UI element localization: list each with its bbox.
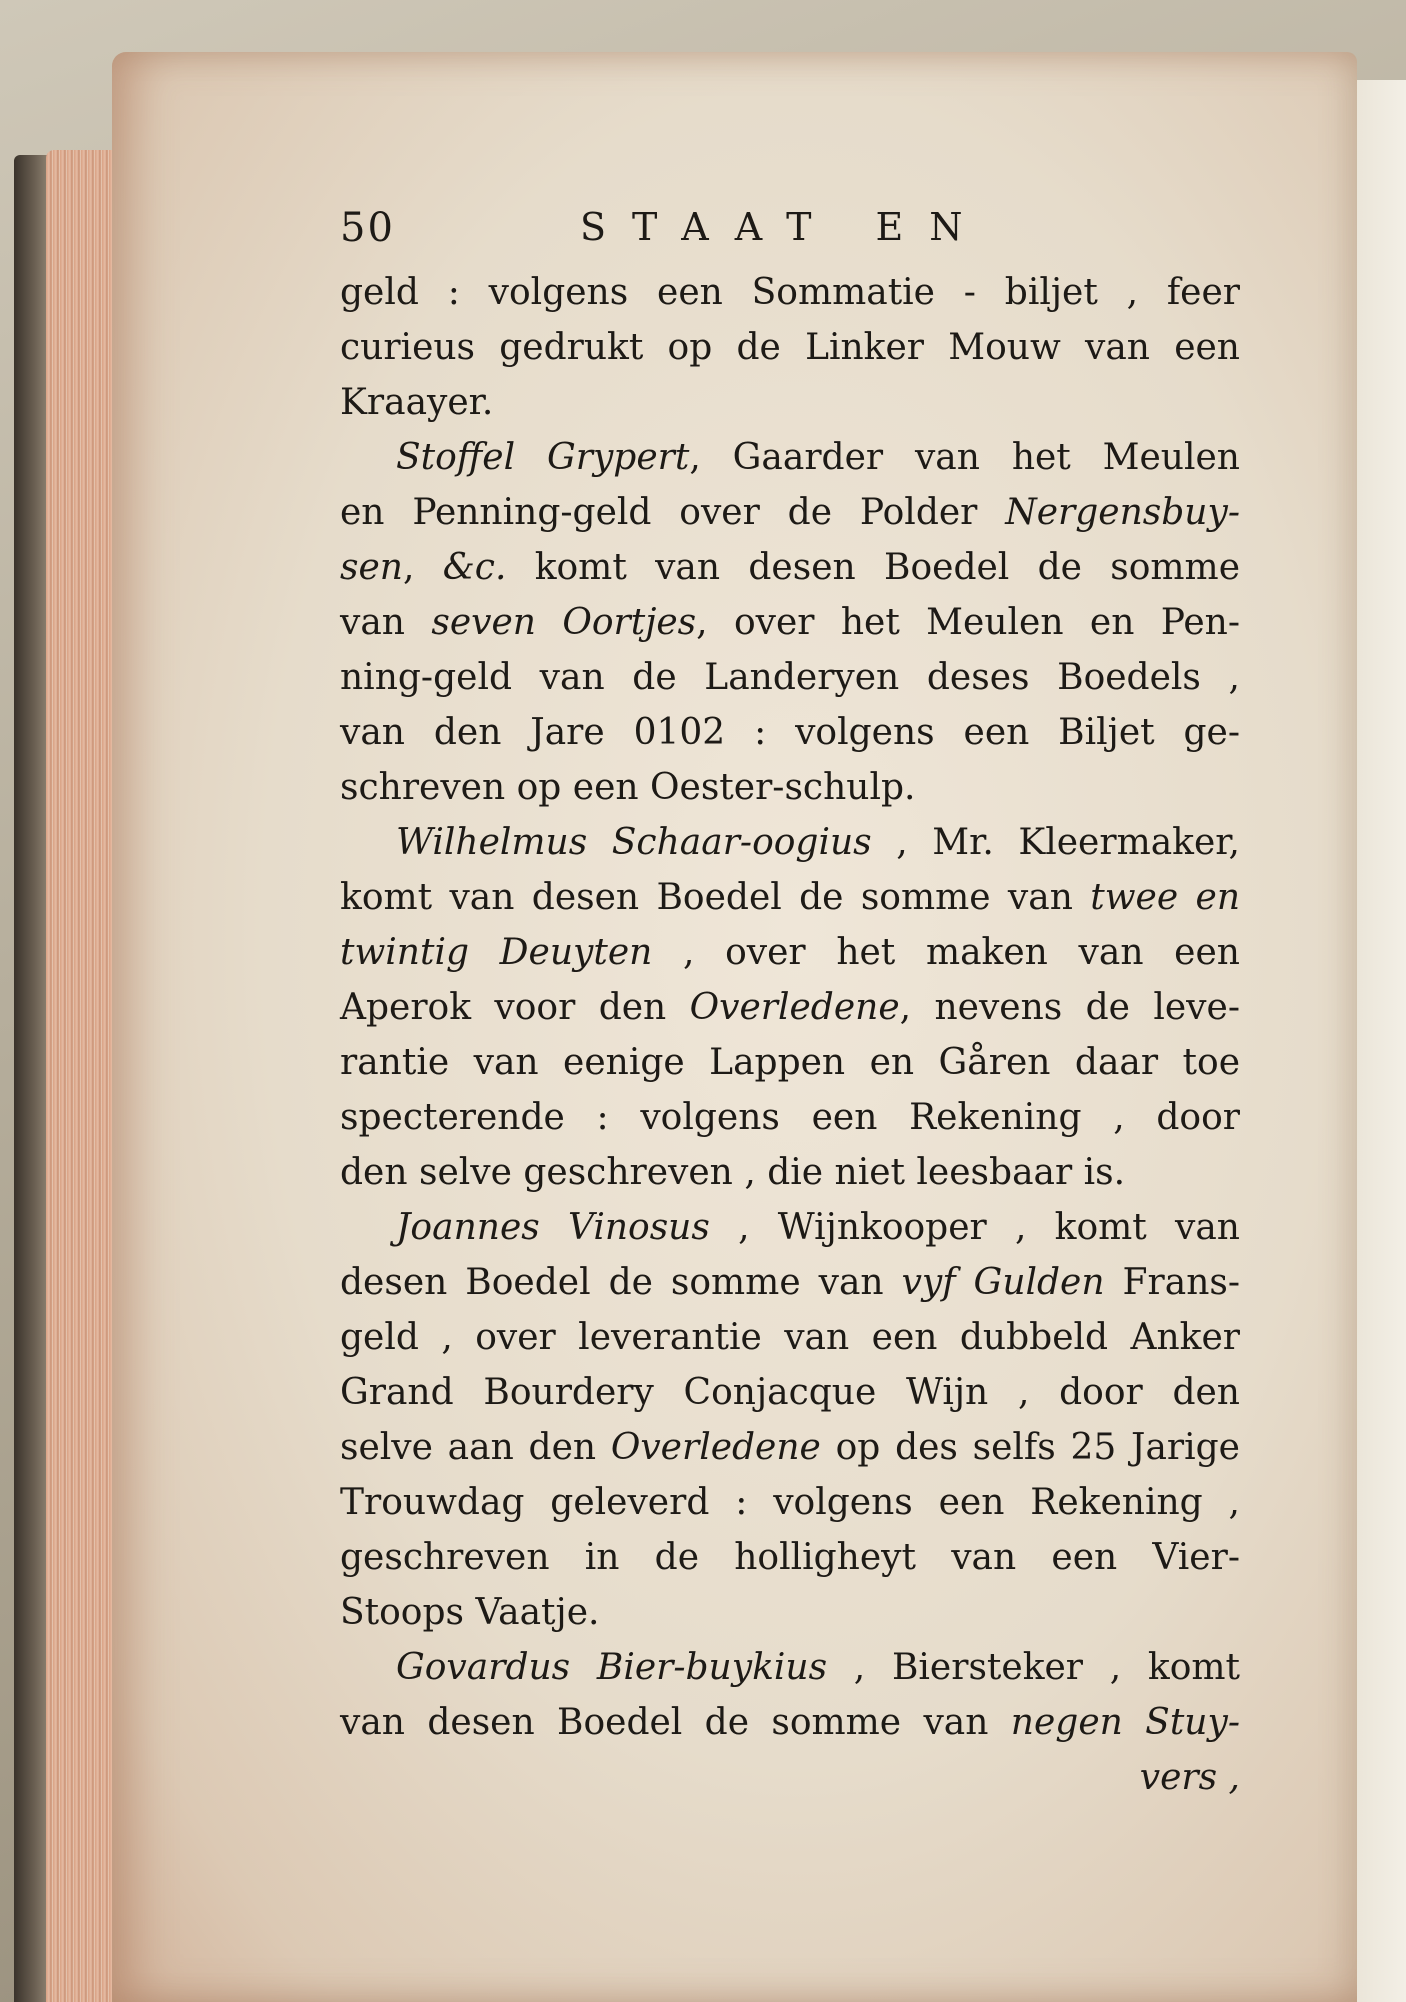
text-line: Stoffel Grypert, Gaarder van het Meulen [396, 437, 1240, 478]
text-line: en Penning-geld over de Polder Nergensbuy- [340, 492, 1240, 533]
text-line: twintig Deuyten , over het maken van een [340, 932, 1240, 973]
person-name: Govardus Bier-buykius [396, 1647, 828, 1688]
entry-paragraph [340, 430, 1240, 815]
text-line: Govardus Bier-buykius , Biersteker , komt [396, 1647, 1240, 1688]
text-line: Stoops Vaatje. [340, 1592, 600, 1633]
text-line: van desen Boedel de somme van negen Stuy- [340, 1702, 1240, 1743]
entry-paragraph [340, 1200, 1240, 1640]
person-name: Joannes Vinosus [396, 1207, 710, 1248]
text-line: den selve geschreven , die niet leesbaar is. [340, 1152, 1126, 1193]
entry-paragraph [340, 1640, 1240, 1750]
text-line: specterende : volgens een Rekening , door [340, 1097, 1240, 1138]
text-line: Trouwdag geleverd : volgens een Rekening , [340, 1482, 1240, 1523]
running-head [340, 205, 1240, 265]
running-title: STAAT EN [580, 205, 989, 249]
text-line: Grand Bourdery Conjacque Wijn , door den [340, 1372, 1240, 1413]
text-line: Aperok voor den Overledene, nevens de leve- [340, 987, 1240, 1028]
page-number: 50 [340, 205, 395, 251]
entry-paragraph [340, 815, 1240, 1200]
page-text [340, 205, 1240, 1805]
text-line: van den Jare 0102 : volgens een Biljet ge- [340, 712, 1240, 753]
text-line: van seven Oortjes, over het Meulen en Pen- [340, 602, 1240, 643]
catchword: vers , [1139, 1757, 1240, 1798]
text-line: Kraayer. [340, 382, 494, 423]
text-line: komt van desen Boedel de somme van twee en [340, 877, 1241, 918]
entry-paragraph [340, 265, 1240, 430]
text-line: Wilhelmus Schaar-oogius , Mr. Kleermaker, [396, 822, 1240, 863]
text-line: selve aan den Overledene op des selfs 25 Jarige [340, 1427, 1240, 1468]
text-line: Joannes Vinosus , Wijnkooper , komt van [396, 1207, 1240, 1248]
person-name: Stoffel Grypert [396, 437, 690, 478]
text-line: curieus gedrukt op de Linker Mouw van een [340, 327, 1240, 368]
text-line: sen, &c. komt van desen Boedel de somme [340, 547, 1240, 588]
text-line: geld , over leverantie van een dubbeld Anker [340, 1317, 1240, 1358]
text-line: ning-geld van de Landeryen deses Boedels , [340, 657, 1240, 698]
text-line: desen Boedel de somme van vyf Gulden Frans- [340, 1262, 1241, 1303]
text-line: geld : volgens een Sommatie - biljet , feer [340, 272, 1240, 313]
text-line: rantie van eenige Lappen en Gåren daar toe [340, 1042, 1240, 1083]
text-line: geschreven in de holligheyt van een Vier- [340, 1537, 1240, 1578]
text-line: schreven op een Oester-schulp. [340, 767, 916, 808]
book-spine [14, 155, 48, 2002]
person-name: Wilhelmus Schaar-oogius [396, 822, 872, 863]
